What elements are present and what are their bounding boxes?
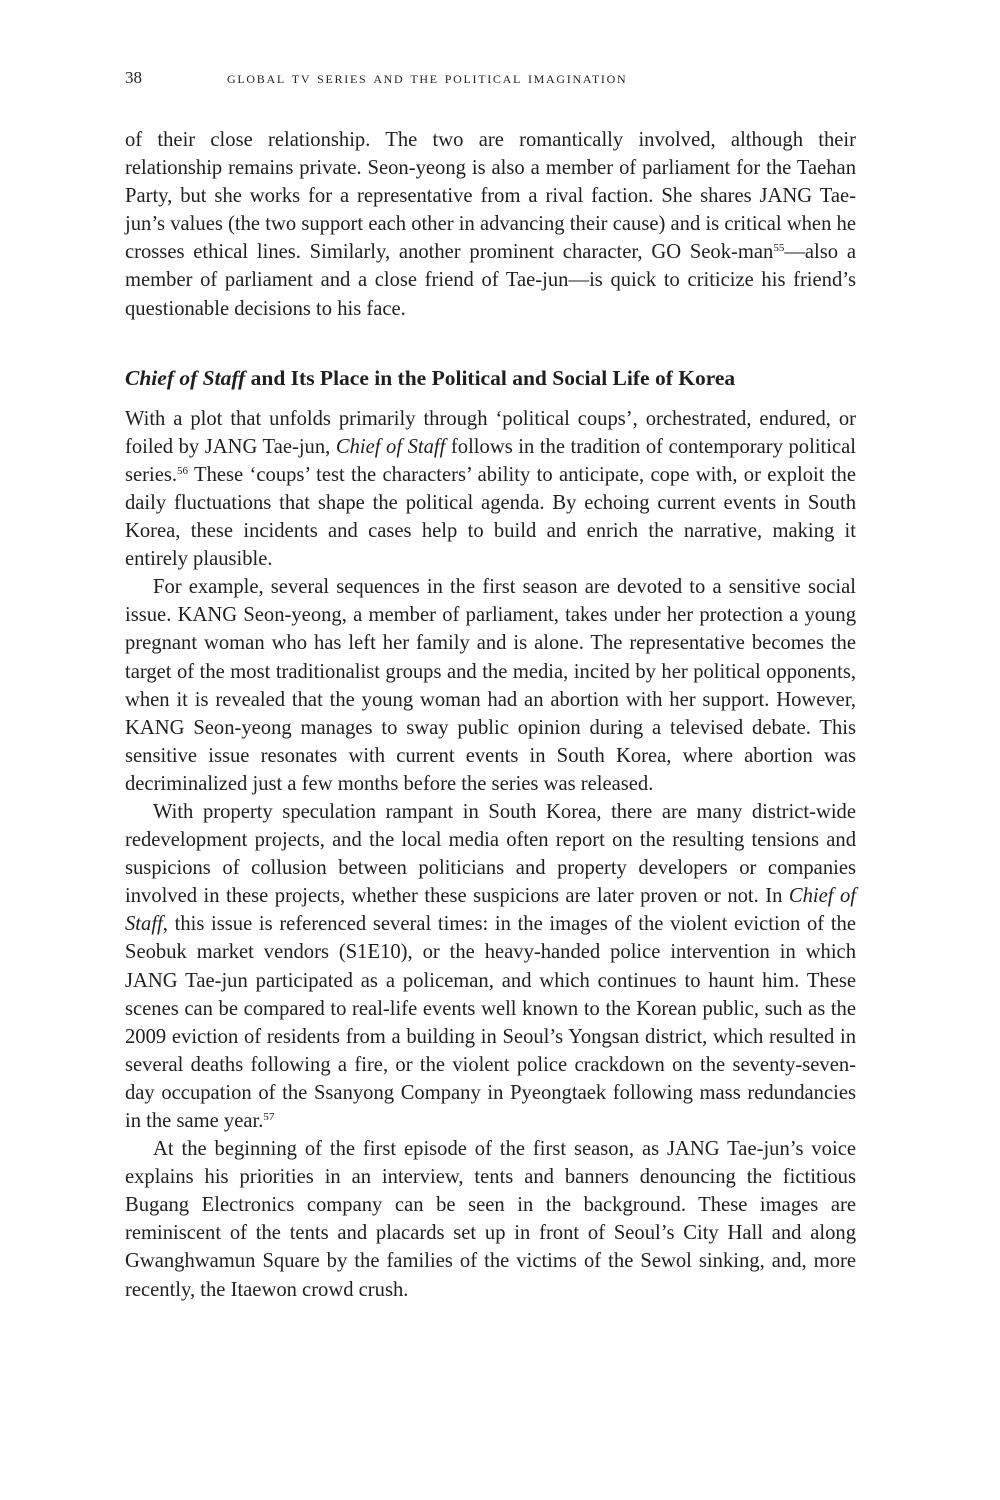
paragraph-1 xyxy=(125,126,856,323)
running-head xyxy=(125,68,856,100)
book-page xyxy=(125,68,856,1304)
paragraph-4-series-title: Chief of Staff xyxy=(125,885,856,936)
paragraph-2-series-title: Chief of Staff xyxy=(335,435,446,458)
footnote-ref-55: 55 xyxy=(773,242,785,255)
paragraph-1-text: of their close relationship. The two are romantically involved, although their relationship remains private. Seon-yeong is also a member of parliament for the Taehan Party, but she works for a representative from a rival faction. She shares JANG Tae-jun’s values (the two support each other in advancing their cause) and is critical when he crosses ethical lines. Similarly, another prominent character, GO Seok-man xyxy=(125,129,856,264)
paragraph-1-text-end: —also a member of parliament and a close friend of Tae-jun—is quick to criticize his friend’s questionable decisions to his face. xyxy=(125,241,856,320)
paragraph-2 xyxy=(125,405,856,574)
paragraph-2-text-c: These ‘coups’ test the characters’ ability to anticipate, cope with, or exploit the daily fluctuations that shape the political agenda. By echoing current events in South Korea, these incidents and cases help to build and enrich the narrative, making it entirely plausible. xyxy=(125,463,856,571)
paragraph-3-text: For example, several sequences in the first season are devoted to a sensitive social issue. KANG Seon-yeong, a member of parliament, takes under her protection a young pregnant woman who has left her family and is alone. The representative becomes the target of the most traditionalist groups and the media, incited by her political opponents, when it is revealed that the young woman had an abortion with her support. However, KANG Seon-yeong manages to sway public opinion during a televised debate. This sensitive issue resonates with current events in South Korea, where abortion was decriminalized just a few months before the series was released. xyxy=(125,576,856,795)
paragraph-5 xyxy=(125,1135,856,1304)
footnote-ref-57: 57 xyxy=(263,1111,275,1123)
running-title: global tv series and the political imagination xyxy=(227,68,628,87)
paragraph-3 xyxy=(125,573,856,798)
paragraph-2-text-a: With a plot that unfolds primarily through ‘political coups’, orchestrated, endured, or foiled by JANG Tae-jun, xyxy=(125,407,856,458)
section-heading xyxy=(125,363,856,393)
paragraph-5-text: At the beginning of the first episode of the first season, as JANG Tae-jun’s voice explains his priorities in an interview, tents and banners denouncing the fictitious Bugang Electronics company can be seen in the background. These images are reminiscent of the tents and placards set up in front of Seoul’s City Hall and along Gwanghwamun Square by the families of the victims of the Sewol sinking, and, more recently, the Itaewon crowd crush. xyxy=(125,1138,856,1301)
paragraph-4-text-b: , this issue is referenced several times: in the images of the violent eviction of the Seobuk market vendors (S1E10), or the heavy-handed police intervention in which JANG Tae-jun participated as a policeman, and which continues to haunt him. These scenes can be compared to real-life events well known to the Korean public, such as the 2009 eviction of residents from a building in Seoul’s Yongsan district, which resulted in several deaths following a fire, or the violent police crackdown on the seventy-seven-day occupation of the Ssanyong Company in Pyeongtaek following mass redundancies in the same year. xyxy=(125,913,856,1132)
section-heading-title-italic: Chief of Staff xyxy=(125,365,246,390)
paragraph-4 xyxy=(125,798,856,1135)
section-heading-rest: and Its Place in the Political and Social Life of Korea xyxy=(245,365,736,390)
page-number: 38 xyxy=(125,68,142,87)
paragraph-2-text-b: follows in the tradition of contemporary political series. xyxy=(125,435,856,486)
footnote-ref-56: 56 xyxy=(177,464,189,477)
paragraph-4-text-a: With property speculation rampant in South Korea, there are many district-wide redevelopment projects, and the local media often report on the resulting tensions and suspicions of collusion between politicians and property developers or companies involved in these projects, whether these suspicions are later proven or not. In xyxy=(125,800,856,908)
